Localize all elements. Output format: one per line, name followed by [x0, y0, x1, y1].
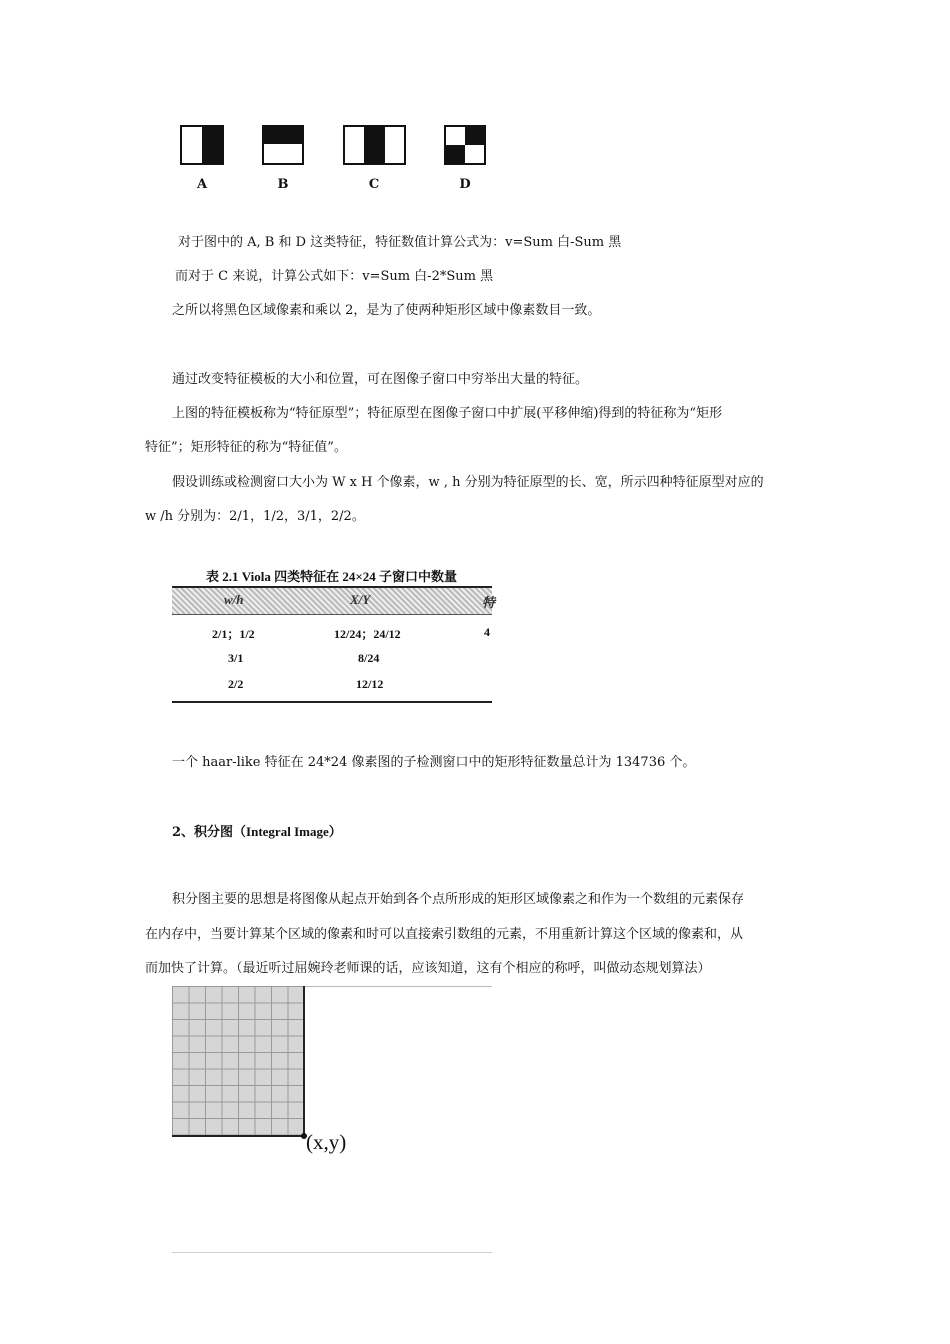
- header-partial: 特: [482, 595, 496, 610]
- table-row: 2/1；1/2: [212, 627, 255, 641]
- paragraph-prototype-line1: 上图的特征模板称为“特征原型”；特征原型在图像子窗口中扩展(平移伸缩)得到的特征称为“矩形: [172, 406, 723, 421]
- feature-label-c: C: [368, 177, 380, 192]
- paragraph-integral-line2: 在内存中，当要计算某个区域的像素和时可以直接索引数组的元素，不用重新计算这个区域的像素和，从: [145, 927, 744, 942]
- point-label: (x,y): [306, 1130, 347, 1154]
- explanation-multiply: 之所以将黑色区域像素和乘以 2，是为了使两种矩形区域中像素数目一致。: [172, 303, 601, 318]
- formula-abd: 对于图中的 A, B 和 D 这类特征，特征数值计算公式为：v=Sum 白-Sum 黑: [178, 235, 622, 250]
- table-header: [172, 586, 496, 615]
- feature-count-table: [172, 562, 496, 707]
- table-cell: 4: [484, 625, 490, 639]
- paragraph-prototype-line2: 特征”；矩形特征的称为“特征值”。: [145, 440, 347, 455]
- table-cell: 8/24: [358, 651, 380, 665]
- paragraph-integral-line1: 积分图主要的思想是将图像从起点开始到各个点所形成的矩形区域像素之和作为一个数组的元素保存: [172, 892, 745, 907]
- paragraph-enumerate: 通过改变特征模板的大小和位置，可在图像子窗口中穷举出大量的特征。: [172, 372, 589, 387]
- feature-label-a: A: [196, 177, 208, 192]
- grid-bottom-edge: [172, 1135, 305, 1137]
- table-cell: 12/12: [356, 677, 384, 691]
- formula-c: 而对于 C 来说，计算公式如下：v=Sum 白-2*Sum 黑: [175, 269, 494, 284]
- table-caption: 表 2.1 Viola 四类特征在 24×24 子窗口中数量: [206, 569, 458, 584]
- header-xy: X/Y: [350, 592, 371, 607]
- grid-right-edge: [303, 986, 305, 1137]
- paragraph-integral-line3: 而加快了计算。（最近听过屈婉玲老师课的话，应该知道，这有个相应的称呼，叫做动态规划算法）: [145, 961, 711, 976]
- section-title: Integral Image: [246, 824, 329, 839]
- feature-label-d: D: [459, 177, 471, 192]
- paragraph-window-line1: 假设训练或检测窗口大小为 W x H 个像素，w , h 分别为特征原型的长、宽，所示四种特征原型对应的: [172, 475, 764, 490]
- table-row: 2/2: [228, 677, 244, 691]
- section-number: 2、积分图（: [172, 825, 247, 840]
- section-heading: [172, 824, 342, 841]
- table-cell: 12/24；24/12: [334, 627, 401, 641]
- header-wh: w/h: [224, 592, 244, 607]
- integral-grid: [172, 986, 304, 1136]
- paragraph-feature-total: 一个 haar-like 特征在 24*24 像素图的子检测窗口中的矩形特征数量总计为 134736 个。: [172, 755, 696, 770]
- figure-bottom-border: [172, 1252, 492, 1253]
- feature-label-b: B: [277, 177, 289, 192]
- table-row: 3/1: [228, 651, 244, 665]
- section-end: ）: [328, 825, 342, 840]
- table-bottom-rule: [172, 701, 492, 703]
- figure-top-border: [304, 986, 492, 987]
- paragraph-window-line2: w /h 分别为：2/1，1/2，3/1，2/2。: [145, 509, 365, 524]
